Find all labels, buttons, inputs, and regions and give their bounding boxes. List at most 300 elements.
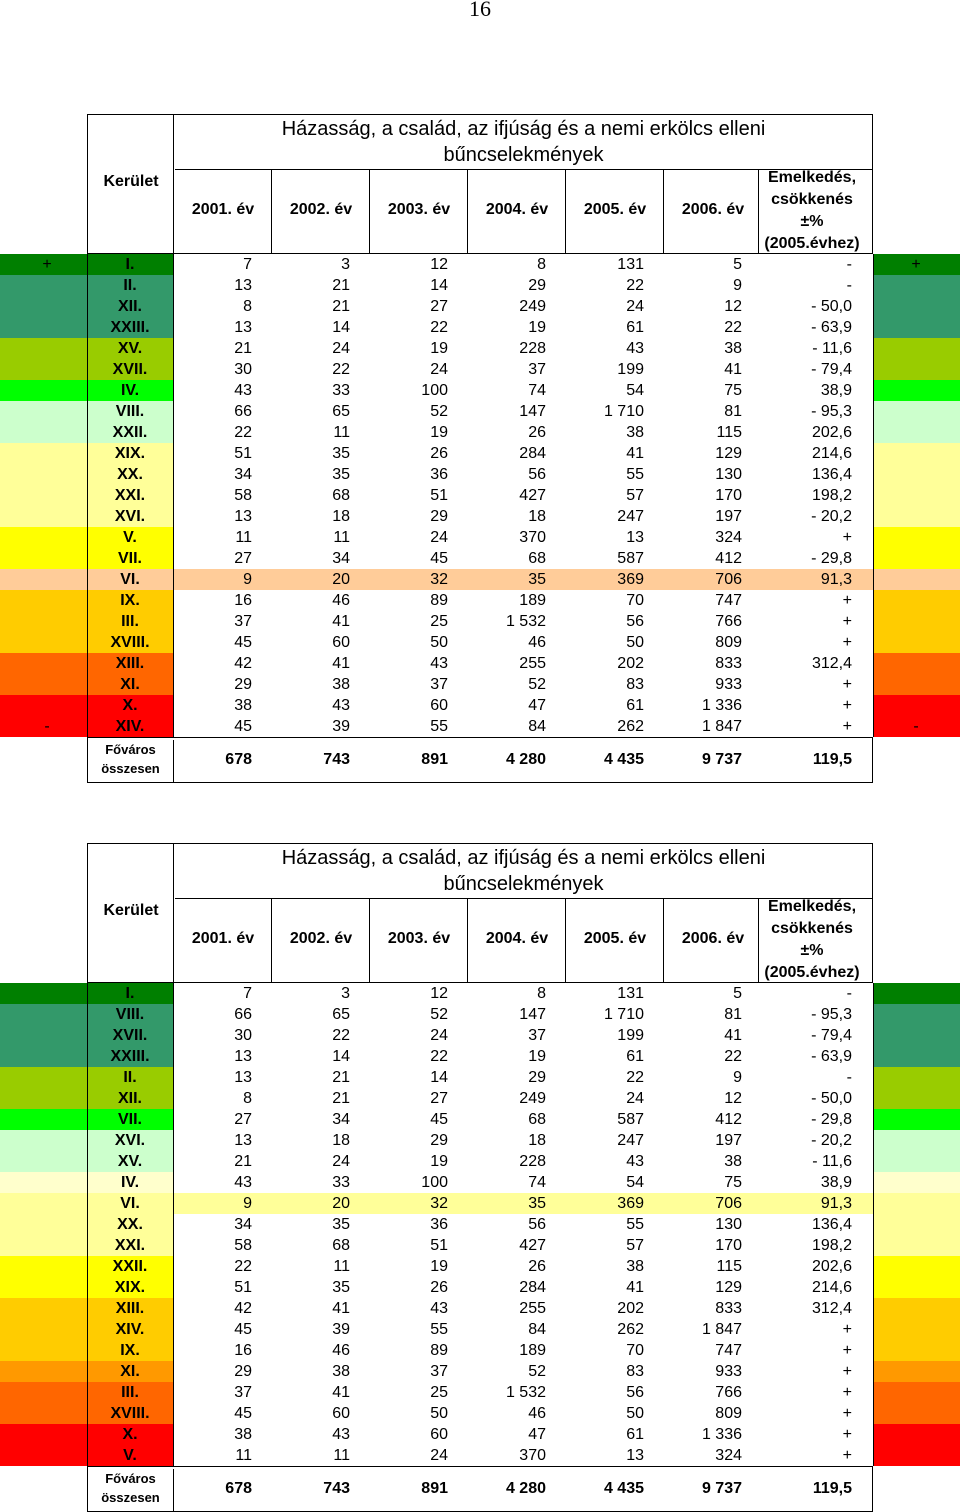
table-row: [0, 1004, 960, 1025]
table-row: [0, 443, 960, 464]
year-header: 2006. év: [681, 930, 745, 947]
value-cell: 587: [617, 1111, 644, 1128]
table-row: [0, 590, 960, 611]
district-name: III.: [121, 613, 139, 630]
value-cell: 170: [715, 1237, 742, 1254]
table-title-line2: bűncselekmények: [443, 873, 604, 895]
value-cell: 46: [528, 634, 546, 651]
row-color-band: [873, 1340, 960, 1361]
change-cell: 91,3: [820, 1195, 852, 1212]
district-name: XIX.: [114, 1279, 146, 1296]
change-cell: 202,6: [811, 1258, 852, 1275]
row-color-band: [873, 1088, 960, 1109]
value-cell: 43: [626, 1153, 644, 1170]
value-cell: 24: [430, 361, 448, 378]
table-row: [0, 548, 960, 569]
total-value: 678: [225, 1480, 252, 1497]
total-label-line: összesen: [101, 1490, 160, 1505]
total-change: 119,5: [812, 1480, 852, 1497]
table-row: [0, 422, 960, 443]
change-cell: +: [842, 1363, 852, 1380]
value-cell: 809: [715, 1405, 742, 1422]
value-cell: 29: [234, 676, 252, 693]
table-row: [0, 1361, 960, 1382]
change-cell: -: [846, 256, 852, 273]
value-cell: 35: [528, 571, 546, 588]
table-header: [87, 843, 873, 983]
row-color-band: [873, 422, 960, 443]
row-color-band: [873, 1067, 960, 1088]
table-row: [0, 1067, 960, 1088]
value-cell: 262: [617, 718, 644, 735]
column-divider: [663, 898, 664, 982]
change-cell: +: [842, 1321, 852, 1338]
district-name: II.: [123, 277, 137, 294]
value-cell: 29: [528, 277, 546, 294]
district-name: XIII.: [115, 1300, 145, 1317]
value-cell: 61: [626, 1426, 644, 1443]
total-value: 891: [421, 751, 448, 768]
value-cell: 130: [715, 1216, 742, 1233]
value-cell: 51: [430, 487, 448, 504]
table-row: [0, 464, 960, 485]
table-row: [0, 1277, 960, 1298]
change-header-line: (2005.évhez): [764, 235, 860, 252]
value-cell: 22: [234, 1258, 252, 1275]
change-cell: +: [842, 1426, 852, 1443]
row-color-band: [873, 983, 960, 1004]
value-cell: 22: [724, 1048, 742, 1065]
district-name: II.: [123, 1069, 137, 1086]
row-color-band: [873, 1151, 960, 1172]
district-name: X.: [122, 697, 138, 714]
district-name: IV.: [120, 1174, 140, 1191]
column-divider: [565, 169, 566, 253]
value-cell: 83: [626, 676, 644, 693]
value-cell: 19: [528, 319, 546, 336]
value-cell: 262: [617, 1321, 644, 1338]
value-cell: 60: [430, 697, 448, 714]
table-row: [0, 506, 960, 527]
value-cell: 41: [626, 445, 644, 462]
value-cell: 809: [715, 634, 742, 651]
value-cell: 19: [430, 340, 448, 357]
row-color-band: [873, 1361, 960, 1382]
value-cell: 29: [430, 508, 448, 525]
change-cell: 312,4: [811, 1300, 852, 1317]
value-cell: 46: [332, 592, 350, 609]
district-name: XIV.: [115, 1321, 145, 1338]
value-cell: 3: [341, 985, 350, 1002]
change-cell: 198,2: [811, 1237, 852, 1254]
column-divider: [467, 169, 468, 253]
value-cell: 55: [430, 1321, 448, 1338]
value-cell: 130: [715, 466, 742, 483]
district-name: XX.: [117, 1216, 143, 1233]
row-color-band: [873, 527, 960, 548]
value-cell: 75: [724, 1174, 742, 1191]
row-color-band: [873, 1277, 960, 1298]
year-header: 2002. év: [289, 930, 353, 947]
table-row: [0, 1025, 960, 1046]
value-cell: 22: [332, 1027, 350, 1044]
district-name: VII.: [117, 1111, 142, 1128]
change-cell: 214,6: [811, 445, 852, 462]
value-cell: 43: [234, 382, 252, 399]
district-name: XV.: [117, 1153, 143, 1170]
district-name: XVI.: [114, 508, 146, 525]
value-cell: 25: [430, 613, 448, 630]
value-cell: 70: [626, 592, 644, 609]
row-color-band: [873, 296, 960, 317]
value-cell: 255: [519, 1300, 546, 1317]
table-row: [0, 1151, 960, 1172]
value-cell: 1 336: [701, 1426, 742, 1443]
value-cell: 5: [733, 256, 742, 273]
row-color-band: [873, 1424, 960, 1445]
value-cell: 68: [528, 550, 546, 567]
value-cell: 21: [234, 1153, 252, 1170]
table-row: [0, 1193, 960, 1214]
value-cell: 587: [617, 550, 644, 567]
value-cell: 18: [332, 1132, 350, 1149]
value-cell: 75: [724, 382, 742, 399]
district-name: VI.: [120, 1195, 140, 1212]
table-row: [0, 1382, 960, 1403]
change-cell: - 50,0: [811, 298, 852, 315]
value-cell: 57: [626, 487, 644, 504]
value-cell: 12: [430, 256, 448, 273]
value-cell: 65: [332, 403, 350, 420]
change-cell: 38,9: [820, 1174, 852, 1191]
value-cell: 84: [528, 1321, 546, 1338]
table-row: [0, 1130, 960, 1151]
value-cell: 147: [519, 403, 546, 420]
value-cell: 9: [733, 1069, 742, 1086]
value-cell: 324: [715, 1447, 742, 1464]
row-color-band: [873, 464, 960, 485]
value-cell: 32: [430, 571, 448, 588]
table-row: [0, 1424, 960, 1445]
total-label: [88, 1469, 174, 1511]
value-cell: 46: [332, 1342, 350, 1359]
value-cell: 11: [333, 1447, 350, 1464]
value-cell: 22: [430, 1048, 448, 1065]
district-name: XXI.: [114, 1237, 146, 1254]
value-cell: 24: [626, 1090, 644, 1107]
value-cell: 50: [430, 634, 448, 651]
change-cell: - 79,4: [811, 361, 852, 378]
value-cell: 228: [519, 340, 546, 357]
value-cell: 81: [724, 403, 742, 420]
value-cell: 9: [243, 571, 252, 588]
value-cell: 68: [332, 487, 350, 504]
value-cell: 45: [234, 634, 252, 651]
value-cell: 37: [430, 1363, 448, 1380]
change-cell: +: [842, 1447, 852, 1464]
table-header: [87, 114, 873, 254]
row-color-band: [873, 1004, 960, 1025]
value-cell: 13: [234, 1048, 252, 1065]
district-name: VI.: [120, 571, 140, 588]
district-name: VIII.: [115, 403, 145, 420]
row-color-band: [873, 1130, 960, 1151]
value-cell: 45: [430, 1111, 448, 1128]
value-cell: 43: [626, 340, 644, 357]
change-cell: - 20,2: [811, 508, 852, 525]
table-row: [0, 296, 960, 317]
change-cell: - 63,9: [811, 319, 852, 336]
table-row: [0, 380, 960, 401]
value-cell: 34: [332, 550, 350, 567]
value-cell: 65: [332, 1006, 350, 1023]
value-cell: 249: [519, 298, 546, 315]
value-cell: 933: [715, 676, 742, 693]
row-color-band: [873, 695, 960, 716]
value-cell: 60: [430, 1426, 448, 1443]
value-cell: 70: [626, 1342, 644, 1359]
page-number: 16: [469, 0, 491, 21]
total-label-line: Főváros: [105, 742, 156, 757]
value-cell: 55: [626, 466, 644, 483]
kerulet-header: Kerület: [103, 173, 159, 190]
value-cell: 81: [724, 1006, 742, 1023]
value-cell: 284: [519, 1279, 546, 1296]
value-cell: 5: [733, 985, 742, 1002]
row-color-band: [873, 485, 960, 506]
year-header: 2003. év: [387, 930, 451, 947]
change-header-line: Emelkedés,: [767, 169, 857, 186]
value-cell: 61: [626, 319, 644, 336]
change-cell: - 11,6: [812, 340, 852, 357]
change-cell: -: [846, 277, 852, 294]
value-cell: 189: [519, 592, 546, 609]
table-row: [0, 275, 960, 296]
value-cell: 129: [715, 445, 742, 462]
total-value: 891: [421, 1480, 448, 1497]
district-name: IV.: [120, 382, 140, 399]
value-cell: 41: [626, 1279, 644, 1296]
value-cell: 43: [332, 1426, 350, 1443]
column-divider: [271, 898, 272, 982]
value-cell: 21: [332, 277, 350, 294]
value-cell: 52: [528, 676, 546, 693]
value-cell: 19: [430, 1153, 448, 1170]
value-cell: 74: [528, 1174, 546, 1191]
value-cell: 18: [528, 508, 546, 525]
value-cell: 8: [243, 298, 252, 315]
value-cell: 24: [430, 1447, 448, 1464]
value-cell: 33: [332, 1174, 350, 1191]
value-cell: 427: [519, 487, 546, 504]
value-cell: 51: [234, 445, 252, 462]
value-cell: 1 710: [603, 403, 644, 420]
table-row: [0, 611, 960, 632]
value-cell: 21: [332, 1090, 350, 1107]
total-value: 678: [225, 751, 252, 768]
value-cell: 19: [430, 424, 448, 441]
total-row: [87, 737, 873, 783]
change-cell: 312,4: [811, 655, 852, 672]
district-name: XI.: [120, 1363, 140, 1380]
table-row: [0, 1403, 960, 1424]
scale-marker-bottom: -: [913, 718, 919, 735]
district-name: XVII.: [112, 1027, 148, 1044]
row-color-band: [873, 1109, 960, 1130]
value-cell: 19: [430, 1258, 448, 1275]
value-cell: 197: [715, 508, 742, 525]
value-cell: 129: [715, 1279, 742, 1296]
change-cell: - 63,9: [811, 1048, 852, 1065]
change-cell: +: [842, 718, 852, 735]
value-cell: 41: [332, 1384, 350, 1401]
row-color-band: [873, 1172, 960, 1193]
value-cell: 34: [332, 1111, 350, 1128]
value-cell: 30: [234, 361, 252, 378]
value-cell: 12: [724, 298, 742, 315]
value-cell: 7: [243, 985, 252, 1002]
value-cell: 39: [332, 1321, 350, 1338]
value-cell: 20: [332, 571, 350, 588]
value-cell: 45: [234, 718, 252, 735]
total-value: 9 737: [701, 1480, 742, 1497]
year-header: 2001. év: [191, 930, 255, 947]
value-cell: 89: [430, 592, 448, 609]
district-name: V.: [123, 529, 137, 546]
value-cell: 228: [519, 1153, 546, 1170]
value-cell: 41: [724, 361, 742, 378]
value-cell: 58: [234, 1237, 252, 1254]
value-cell: 33: [332, 382, 350, 399]
value-cell: 54: [626, 1174, 644, 1191]
value-cell: 369: [617, 1195, 644, 1212]
value-cell: 38: [332, 676, 350, 693]
value-cell: 8: [537, 256, 546, 273]
value-cell: 13: [626, 529, 644, 546]
value-cell: 249: [519, 1090, 546, 1107]
value-cell: 30: [234, 1027, 252, 1044]
value-cell: 766: [715, 1384, 742, 1401]
district-name: XXI.: [114, 487, 146, 504]
change-header-line: ±%: [800, 942, 824, 959]
value-cell: 89: [430, 1342, 448, 1359]
table-row: [0, 338, 960, 359]
district-name: XVI.: [114, 1132, 146, 1149]
value-cell: 13: [626, 1447, 644, 1464]
change-cell: - 29,8: [811, 1111, 852, 1128]
value-cell: 52: [430, 403, 448, 420]
value-cell: 47: [528, 697, 546, 714]
row-color-band: [873, 1046, 960, 1067]
value-cell: 1 532: [505, 1384, 546, 1401]
change-cell: 91,3: [820, 571, 852, 588]
value-cell: 7: [243, 256, 252, 273]
value-cell: 115: [716, 1258, 742, 1275]
total-label: [88, 740, 174, 782]
table-title-line1: Házasság, a család, az ifjúság és a nemi erkölcs elleni: [281, 118, 766, 140]
row-color-band: [873, 443, 960, 464]
value-cell: 706: [715, 571, 742, 588]
value-cell: 41: [332, 1300, 350, 1317]
scale-marker-top: +: [42, 256, 52, 273]
value-cell: 199: [617, 361, 644, 378]
change-header-line: (2005.évhez): [764, 964, 860, 981]
district-name: XVIII.: [110, 634, 150, 651]
row-color-band: [873, 1025, 960, 1046]
row-color-band: [873, 590, 960, 611]
kerulet-header: Kerület: [103, 902, 159, 919]
district-name: VII.: [117, 550, 142, 567]
table-title-line1: Házasság, a család, az ifjúság és a nemi erkölcs elleni: [281, 847, 766, 869]
value-cell: 412: [715, 1111, 742, 1128]
value-cell: 38: [724, 340, 742, 357]
value-cell: 38: [234, 1426, 252, 1443]
value-cell: 52: [528, 1363, 546, 1380]
value-cell: 247: [617, 508, 644, 525]
district-name: XXIII.: [110, 319, 150, 336]
value-cell: 38: [234, 697, 252, 714]
value-cell: 35: [332, 445, 350, 462]
value-cell: 24: [626, 298, 644, 315]
change-cell: +: [842, 1342, 852, 1359]
column-divider: [467, 898, 468, 982]
value-cell: 22: [430, 319, 448, 336]
value-cell: 24: [332, 340, 350, 357]
value-cell: 55: [430, 718, 448, 735]
row-color-band: [873, 674, 960, 695]
district-name: XII.: [117, 1090, 142, 1107]
value-cell: 37: [430, 676, 448, 693]
value-cell: 21: [234, 340, 252, 357]
table-row: [0, 695, 960, 716]
district-name: VIII.: [115, 1006, 145, 1023]
value-cell: 12: [430, 985, 448, 1002]
value-cell: 14: [332, 319, 350, 336]
district-name: XV.: [117, 340, 143, 357]
table-row: [0, 716, 960, 737]
value-cell: 41: [724, 1027, 742, 1044]
value-cell: 22: [724, 319, 742, 336]
table-row: [0, 254, 960, 275]
value-cell: 412: [715, 550, 742, 567]
change-cell: +: [842, 1384, 852, 1401]
year-header: 2002. év: [289, 201, 353, 218]
change-cell: +: [842, 1405, 852, 1422]
value-cell: 36: [430, 466, 448, 483]
value-cell: 766: [715, 613, 742, 630]
value-cell: 66: [234, 1006, 252, 1023]
value-cell: 370: [519, 529, 546, 546]
year-header: 2004. év: [485, 930, 549, 947]
change-cell: +: [842, 676, 852, 693]
change-cell: +: [842, 592, 852, 609]
value-cell: 284: [519, 445, 546, 462]
value-cell: 933: [715, 1363, 742, 1380]
value-cell: 74: [528, 382, 546, 399]
value-cell: 38: [332, 1363, 350, 1380]
value-cell: 100: [421, 1174, 448, 1191]
change-cell: - 20,2: [811, 1132, 852, 1149]
value-cell: 27: [234, 1111, 252, 1128]
value-cell: 45: [234, 1405, 252, 1422]
value-cell: 27: [234, 550, 252, 567]
value-cell: 833: [715, 655, 742, 672]
value-cell: 39: [332, 718, 350, 735]
value-cell: 1 847: [701, 718, 742, 735]
value-cell: 50: [626, 634, 644, 651]
value-cell: 38: [626, 1258, 644, 1275]
value-cell: 369: [617, 571, 644, 588]
